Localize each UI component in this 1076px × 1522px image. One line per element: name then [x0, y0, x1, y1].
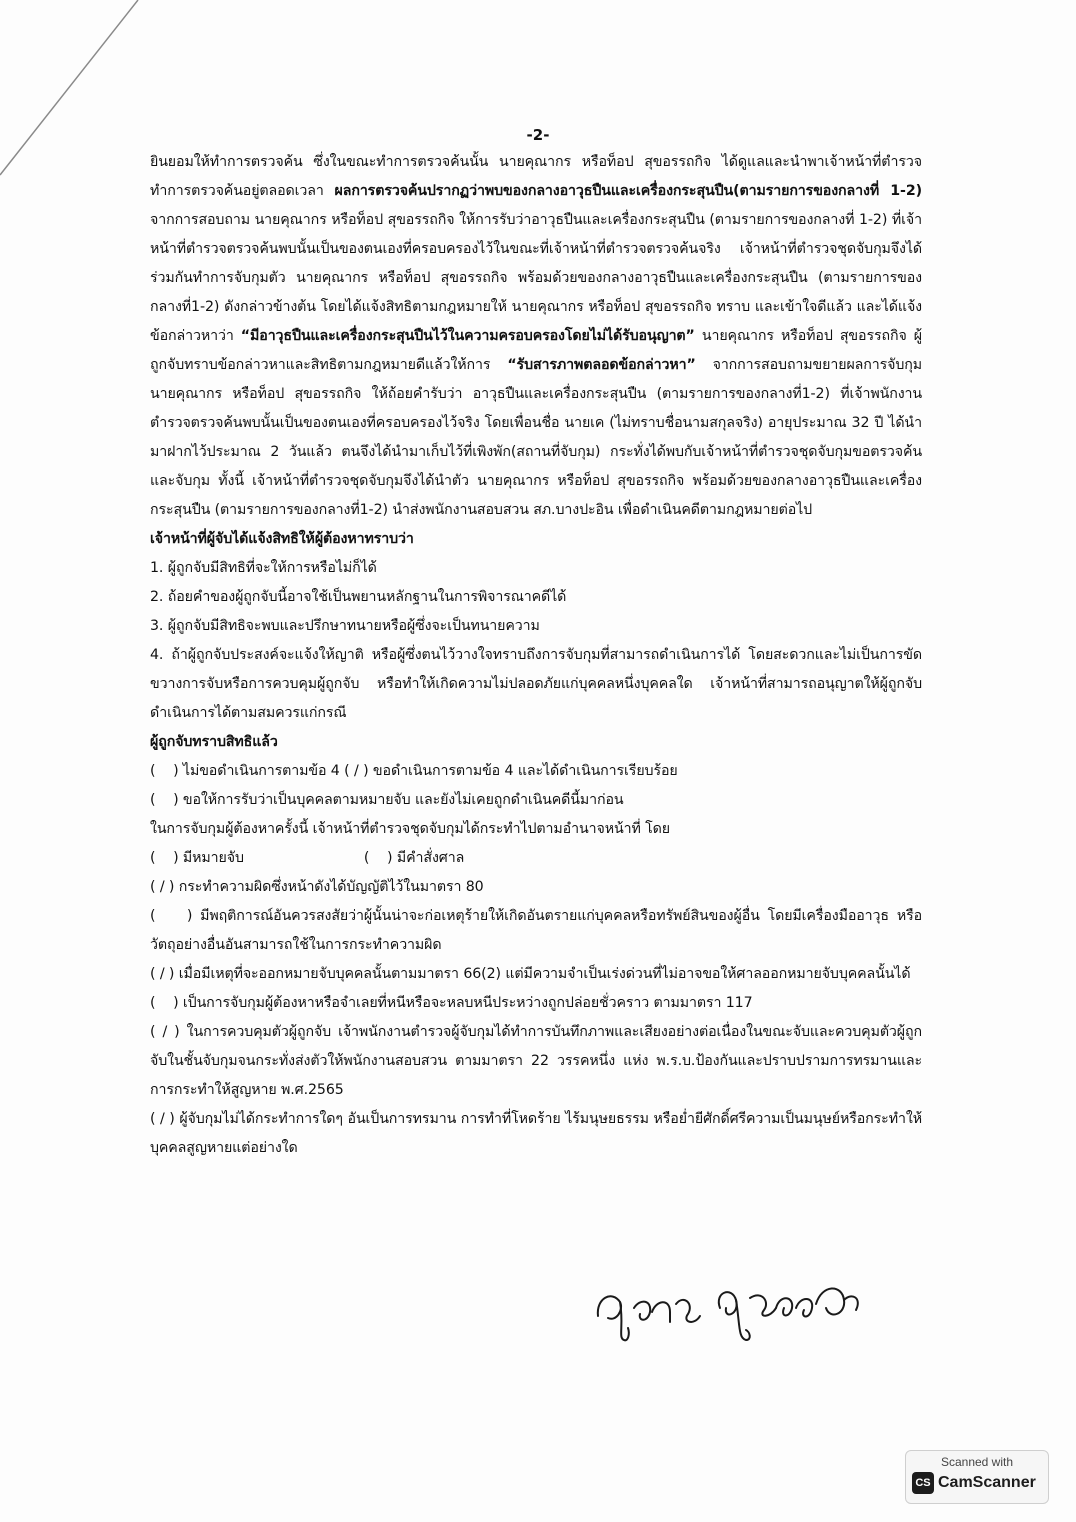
paragraph-arrest-details — [150, 148, 922, 525]
scanner-brand-row — [912, 1472, 1042, 1494]
text-segment: นายคุณากร หรือท็อป สุขอรรถกิจ ผู้ถูกจับทราบข้อกล่าวหาและสิทธิตามกฎหมายดีแล้วให้การ — [150, 328, 922, 373]
ground-item-4 — [150, 989, 922, 1018]
bold-confession: “รับสารภาพตลอดข้อกล่าวหา” — [507, 357, 696, 373]
right-item-3: 3. ผู้ถูกจับมีสิทธิจะพบและปรึกษาทนายหรือผู้ซึ่งจะเป็นทนายความ — [150, 618, 540, 634]
camscanner-logo-icon: CS — [912, 1472, 934, 1494]
checkbox-mark: ( ) — [363, 850, 393, 866]
scanner-caption: Scanned with — [940, 1455, 1014, 1469]
checkbox-mark: ( ) — [150, 792, 179, 808]
ground-text: กระทำความผิดซึ่งหน้าดังได้บัญญัติไว้ในมาตรา 80 — [174, 879, 484, 895]
arrest-intro: ในการจับกุมผู้ต้องหาครั้งนี้ เจ้าหน้าที่ตำรวจชุดจับกุมได้กระทำไปตามอำนาจหน้าที่ โดย — [150, 821, 670, 837]
ground-text: ผู้จับกุมไม่ได้กระทำการใดๆ อันเป็นการทรมาน การทำที่โหดร้าย ไร้มนุษยธรรม หรือย่ำยีศักดิ์ศรีความเป็นมนุษย์หรือกระทำให้บุคคลสูญหายแต่อย่างใด — [150, 1111, 922, 1156]
ground-text: มีพฤติการณ์อันควรสงสัยว่าผู้นั้นน่าจะก่อเหตุร้ายให้เกิดอันตรายแก่บุคคลหรือทรัพย์สินของผู้อื่น โดยมีเครื่องมืออาวุธ หรือวัตถุอย่างอื่นอันสามารถใช้ในการกระทำความผิด — [150, 908, 923, 953]
ground-item-5 — [150, 1018, 922, 1105]
right-item-4: 4. ถ้าผู้ถูกจับประสงค์จะแจ้งให้ญาติ หรือผู้ซึ่งตนไว้วางใจทราบถึงการจับกุมที่สามารถดำเนินการได้ โดยสะดวกและไม่เป็นการขัดขวางการจับหรือการควบคุมผู้ถูกจับ หรือทำให้เกิดความไม่ปลอดภัยแก่บุคคลหนึ่งบุคคลใด เจ้าหน้าที่สามารถอนุญาตให้ผู้ถูกจับดำเนินการได้ตามสมควรแก่กรณี — [150, 647, 922, 721]
ground-text: เป็นการจับกุมผู้ต้องหาหรือจำเลยที่หนีหรือจะหลบหนีประหว่างถูกปล่อยชั่วคราว ตามมาตรา 117 — [178, 995, 753, 1011]
checkbox-mark: ( / ) — [150, 1024, 180, 1040]
ground-item-1 — [150, 873, 922, 902]
rights-heading: เจ้าหน้าที่ผู้จับได้แจ้งสิทธิให้ผู้ต้องหาทราบว่า — [150, 531, 414, 547]
checkbox-mark: ( / ) — [344, 763, 369, 779]
scanner-name: CamScanner — [938, 1474, 1036, 1491]
choice-text: มีคำสั่งศาล — [392, 850, 465, 866]
page-corner-shadow — [0, 0, 160, 180]
choice-row-a — [150, 757, 922, 786]
bold-search-result: ผลการตรวจค้นปรากฏว่าพบของกลางอาวุธปืนและเครื่องกระสุนปืน(ตามรายการของกลางที่ 1-2) — [334, 183, 922, 199]
checkbox-mark: ( / ) — [150, 966, 175, 982]
ground-item-2 — [150, 902, 922, 960]
ground-text: เมื่อมีเหตุที่จะออกหมายจับบุคคลนั้นตามมาตรา 66(2) แต่มีความจำเป็นเร่งด่วนที่ไม่อาจขอให้ศาลออกหมายจับบุคคลนั้นได้ — [174, 966, 911, 982]
checkbox-mark: ( ) — [150, 850, 179, 866]
checkbox-mark: ( ) — [150, 908, 193, 924]
ground-text: ในการควบคุมตัวผู้ถูกจับ เจ้าพนักงานตำรวจผู้จับกุมได้ทำการบันทึกภาพและเสียงอย่างต่อเนื่องในขณะจับและควบคุมตัวผู้ถูกจับในชั้นจับกุมจนกระทั่งส่งตัวให้พนักงานสอบสวน ตามมาตรา 22 วรรคหนึ่ง แห่ง พ.ร.บ.ป้องกันและปราบปรามการทรมานและการกระทำให้สูญหาย พ.ศ.2565 — [150, 1024, 922, 1098]
choice-row-c — [150, 844, 922, 873]
checkbox-mark: ( / ) — [150, 879, 175, 895]
document-body — [150, 148, 922, 1163]
checkbox-mark: ( ) — [150, 995, 179, 1011]
right-item-2: 2. ถ้อยคำของผู้ถูกจับนี้อาจใช้เป็นพยานหลักฐานในการพิจารณาคดีได้ — [150, 589, 567, 605]
right-item-1: 1. ผู้ถูกจับมีสิทธิที่จะให้การหรือไม่ก็ได้ — [150, 560, 377, 576]
page-number: -2- — [526, 126, 550, 144]
choice-text: ขอให้การรับว่าเป็นบุคคลตามหมายจับ และยังไม่เคยถูกดำเนินคดีนี้มาก่อน — [178, 792, 624, 808]
choice-text: ขอดำเนินการตามข้อ 4 และได้ดำเนินการเรียบร้อย — [368, 763, 678, 779]
acknowledged-heading: ผู้ถูกจับทราบสิทธิแล้ว — [150, 734, 278, 750]
text-segment: จากการสอบถามขยายผลการจับกุม นายคุณากร หรือท็อป สุขอรรถกิจ ให้ถ้อยคำรับว่า อาวุธปืนและเครื่องกระสุนปืน (ตามรายการของกลางที่1-2) ที่เจ้าพนักงานตำรวจตรวจค้นพบนั้นเป็นของตนเองที่ครอบครองไว้จริง โดยเพื่อนชื่อ นายเค (ไม่ทราบชื่อนามสกุลจริง) อายุประมาณ 32 ปี ได้นำมาฝากไว้ประมาณ 2 วันแล้ว ตนจึงได้นำมาเก็บไว้ที่เพิงพัก(สถานที่จับกุม) กระทั่งได้พบกับเจ้าหน้าที่ตำรวจชุดจับกุมขอตรวจค้นและจับกุม ทั้งนี้ เจ้าหน้าที่ตำรวจชุดจับกุมจึงได้นำตัว นายคุณากร หรือท็อป สุขอรรถกิจ พร้อมด้วยของกลางอาวุธปืนและเครื่องกระสุนปืน (ตามรายการของกลางที่1-2) นำส่งพนักงานสอบสวน สภ.บางปะอิน เพื่อดำเนินคดีตามกฎหมายต่อไป — [150, 357, 922, 518]
text-segment: ยินยอมให้ทำการตรวจค้น ซึ่งในขณะทำการตรวจค้นนั้น นายคุณากร หรือท็อป สุขอรรถกิจ ได้ดูแลและนำพาเจ้าหน้าที่ตำรวจทำการตรวจค้นอยู่ตลอดเวลา — [150, 154, 922, 199]
checkbox-mark: ( ) — [150, 763, 179, 779]
camscanner-badge — [905, 1450, 1049, 1504]
choice-text: มีหมายจับ — [178, 850, 244, 866]
choice-text: ไม่ขอดำเนินการตามข้อ 4 — [178, 763, 345, 779]
text-segment: จากการสอบถาม นายคุณากร หรือท็อป สุขอรรถกิจ ให้การรับว่าอาวุธปืนและเครื่องกระสุนปืน (ตามรายการของกลางที่ 1-2) ที่เจ้าหน้าที่ตำรวจตรวจค้นพบนั้นเป็นของตนเองที่ครอบครองไว้ในขณะที่เจ้าหน้าที่ตำรวจตรวจค้นจริง เจ้าหน้าที่ตำรวจชุดจับกุมจึงได้ร่วมกันทำการจับกุมตัว นายคุณากร หรือท็อป สุขอรรถกิจ พร้อมด้วยของกลางอาวุธปืนและเครื่องกระสุนปืน (ตามรายการของกลางที่1-2) ดังกล่าวข้างต้น โดยได้แจ้งสิทธิตามกฎหมายให้ นายคุณากร หรือท็อป สุขอรรถกิจ ทราบ และเข้าใจดีแล้ว และได้แจ้งข้อกล่าวหาว่า — [150, 212, 922, 344]
checkbox-mark: ( / ) — [150, 1111, 175, 1127]
ground-item-6 — [150, 1105, 922, 1163]
choice-row-b — [150, 786, 922, 815]
bold-charge: “มีอาวุธปืนและเครื่องกระสุนปืนไว้ในความครอบครองโดยไม่ได้รับอนุญาต” — [240, 328, 695, 344]
handwritten-signature — [590, 1268, 870, 1348]
ground-item-3 — [150, 960, 922, 989]
